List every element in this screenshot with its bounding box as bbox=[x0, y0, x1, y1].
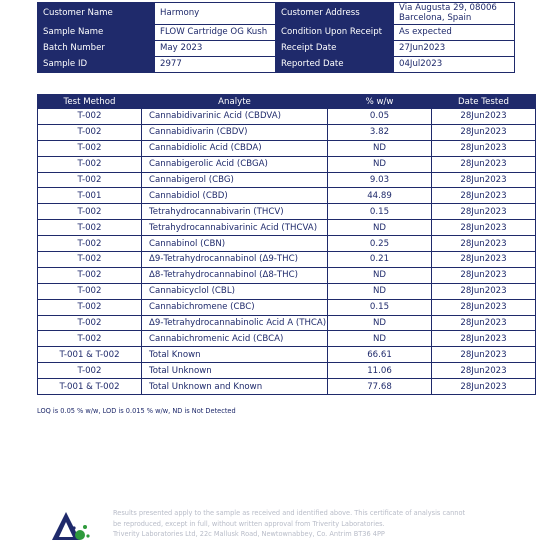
date-tested-cell: 28Jun2023 bbox=[432, 109, 536, 125]
table-row bbox=[38, 172, 536, 188]
percent-ww-cell: 0.15 bbox=[328, 204, 432, 220]
analyte-cell: Cannabidivarinic Acid (CBDVA) bbox=[142, 109, 328, 125]
test-method-cell: T-001 & T-002 bbox=[38, 379, 142, 395]
date-tested-cell: 28Jun2023 bbox=[432, 252, 536, 268]
date-tested-cell: 28Jun2023 bbox=[432, 363, 536, 379]
date-tested-cell: 28Jun2023 bbox=[432, 299, 536, 315]
percent-ww-cell: ND bbox=[328, 267, 432, 283]
header-test-method: Test Method bbox=[38, 95, 142, 109]
condition-value: As expected bbox=[394, 25, 515, 41]
test-method-cell: T-001 bbox=[38, 188, 142, 204]
percent-ww-cell: 77.68 bbox=[328, 379, 432, 395]
batch-number-label: Batch Number bbox=[38, 41, 155, 57]
results-body bbox=[38, 109, 536, 395]
date-tested-cell: 28Jun2023 bbox=[432, 204, 536, 220]
test-method-cell: T-002 bbox=[38, 156, 142, 172]
sample-name-label: Sample Name bbox=[38, 25, 155, 41]
date-tested-cell: 28Jun2023 bbox=[432, 236, 536, 252]
triverity-logo bbox=[50, 510, 100, 540]
analyte-cell: Cannabigerolic Acid (CBGA) bbox=[142, 156, 328, 172]
sample-info-table bbox=[37, 2, 515, 73]
receipt-date-label: Receipt Date bbox=[276, 41, 394, 57]
test-method-cell: T-002 bbox=[38, 267, 142, 283]
sample-id-value: 2977 bbox=[155, 57, 276, 73]
header-date-tested: Date Tested bbox=[432, 95, 536, 109]
date-tested-cell: 28Jun2023 bbox=[432, 140, 536, 156]
analyte-cell: Δ9-Tetrahydrocannabinolic Acid A (THCA) bbox=[142, 315, 328, 331]
header-percent-ww: % w/w bbox=[328, 95, 432, 109]
table-row bbox=[38, 283, 536, 299]
info-row-sample-id bbox=[38, 57, 515, 73]
sample-id-label: Sample ID bbox=[38, 57, 155, 73]
analyte-cell: Cannabichromene (CBC) bbox=[142, 299, 328, 315]
condition-label: Condition Upon Receipt bbox=[276, 25, 394, 41]
table-row bbox=[38, 347, 536, 363]
percent-ww-cell: 44.89 bbox=[328, 188, 432, 204]
table-row bbox=[38, 363, 536, 379]
table-row bbox=[38, 204, 536, 220]
receipt-date-value: 27Jun2023 bbox=[394, 41, 515, 57]
percent-ww-cell: ND bbox=[328, 220, 432, 236]
results-header-row bbox=[38, 95, 536, 109]
table-row bbox=[38, 379, 536, 395]
analyte-cell: Total Known bbox=[142, 347, 328, 363]
table-row bbox=[38, 267, 536, 283]
footer-line-2: be reproduced, except in full, without written approval from Triverity Laboratories. bbox=[113, 519, 385, 528]
test-method-cell: T-002 bbox=[38, 363, 142, 379]
test-method-cell: T-002 bbox=[38, 252, 142, 268]
percent-ww-cell: 0.21 bbox=[328, 252, 432, 268]
date-tested-cell: 28Jun2023 bbox=[432, 188, 536, 204]
analyte-cell: Cannabichromenic Acid (CBCA) bbox=[142, 331, 328, 347]
percent-ww-cell: 0.15 bbox=[328, 299, 432, 315]
test-method-cell: T-002 bbox=[38, 236, 142, 252]
test-method-cell: T-002 bbox=[38, 172, 142, 188]
test-method-cell: T-002 bbox=[38, 220, 142, 236]
header-analyte: Analyte bbox=[142, 95, 328, 109]
info-row-sample-name bbox=[38, 25, 515, 41]
analyte-cell: Tetrahydrocannabivarinic Acid (THCVA) bbox=[142, 220, 328, 236]
test-method-cell: T-002 bbox=[38, 140, 142, 156]
table-row bbox=[38, 156, 536, 172]
analyte-cell: Total Unknown and Known bbox=[142, 379, 328, 395]
analyte-cell: Cannabinol (CBN) bbox=[142, 236, 328, 252]
table-row bbox=[38, 188, 536, 204]
analyte-cell: Cannabidivarin (CBDV) bbox=[142, 124, 328, 140]
date-tested-cell: 28Jun2023 bbox=[432, 283, 536, 299]
customer-name-value: Harmony bbox=[155, 3, 276, 25]
test-method-cell: T-002 bbox=[38, 109, 142, 125]
customer-address-line2: Barcelona, Spain bbox=[399, 12, 472, 23]
table-row bbox=[38, 331, 536, 347]
reported-date-label: Reported Date bbox=[276, 57, 394, 73]
analyte-cell: Cannabidiolic Acid (CBDA) bbox=[142, 140, 328, 156]
percent-ww-cell: ND bbox=[328, 315, 432, 331]
percent-ww-cell: 0.05 bbox=[328, 109, 432, 125]
footer-disclaimer bbox=[113, 508, 513, 540]
table-row bbox=[38, 140, 536, 156]
customer-address-label: Customer Address bbox=[276, 3, 394, 25]
date-tested-cell: 28Jun2023 bbox=[432, 156, 536, 172]
percent-ww-cell: 3.82 bbox=[328, 124, 432, 140]
customer-name-label: Customer Name bbox=[38, 3, 155, 25]
table-row bbox=[38, 109, 536, 125]
test-method-cell: T-001 & T-002 bbox=[38, 347, 142, 363]
date-tested-cell: 28Jun2023 bbox=[432, 331, 536, 347]
analyte-cell: Tetrahydrocannabivarin (THCV) bbox=[142, 204, 328, 220]
analyte-cell: Cannabigerol (CBG) bbox=[142, 172, 328, 188]
analyte-cell: Δ9-Tetrahydrocannabinol (Δ9-THC) bbox=[142, 252, 328, 268]
percent-ww-cell: 0.25 bbox=[328, 236, 432, 252]
analyte-cell: Cannabidiol (CBD) bbox=[142, 188, 328, 204]
test-method-cell: T-002 bbox=[38, 204, 142, 220]
date-tested-cell: 28Jun2023 bbox=[432, 315, 536, 331]
analyte-cell: Total Unknown bbox=[142, 363, 328, 379]
percent-ww-cell: 11.06 bbox=[328, 363, 432, 379]
analyte-cell: Δ8-Tetrahydrocannabinol (Δ8-THC) bbox=[142, 267, 328, 283]
percent-ww-cell: 66.61 bbox=[328, 347, 432, 363]
test-method-cell: T-002 bbox=[38, 283, 142, 299]
test-method-cell: T-002 bbox=[38, 299, 142, 315]
test-method-cell: T-002 bbox=[38, 124, 142, 140]
table-row bbox=[38, 299, 536, 315]
table-row bbox=[38, 252, 536, 268]
test-method-cell: T-002 bbox=[38, 315, 142, 331]
date-tested-cell: 28Jun2023 bbox=[432, 267, 536, 283]
analyte-cell: Cannabicyclol (CBL) bbox=[142, 283, 328, 299]
percent-ww-cell: 9.03 bbox=[328, 172, 432, 188]
date-tested-cell: 28Jun2023 bbox=[432, 220, 536, 236]
cannabinoid-results-table bbox=[37, 94, 536, 395]
customer-address-line1: Via Augusta 29, 08006 bbox=[399, 3, 497, 13]
date-tested-cell: 28Jun2023 bbox=[432, 124, 536, 140]
info-row-customer bbox=[38, 3, 515, 25]
percent-ww-cell: ND bbox=[328, 156, 432, 172]
percent-ww-cell: ND bbox=[328, 140, 432, 156]
table-row bbox=[38, 315, 536, 331]
date-tested-cell: 28Jun2023 bbox=[432, 347, 536, 363]
footer-line-1: Results presented apply to the sample as received and identified above. This certificate of analysis cannot bbox=[113, 509, 466, 517]
footer-line-3: Triverity Laboratories Ltd, 22c Mallusk Road, Newtownabbey, Co. Antrim BT36 4PP bbox=[113, 530, 385, 538]
sample-name-value: FLOW Cartridge OG Kush bbox=[155, 25, 276, 41]
table-row bbox=[38, 220, 536, 236]
test-method-cell: T-002 bbox=[38, 331, 142, 347]
date-tested-cell: 28Jun2023 bbox=[432, 379, 536, 395]
reported-date-value: 04Jul2023 bbox=[394, 57, 515, 73]
date-tested-cell: 28Jun2023 bbox=[432, 172, 536, 188]
batch-number-value: May 2023 bbox=[155, 41, 276, 57]
detection-limits-note: LOQ is 0.05 % w/w, LOD is 0.015 % w/w, ND is Not Detected bbox=[37, 407, 236, 415]
table-row bbox=[38, 124, 536, 140]
percent-ww-cell: ND bbox=[328, 283, 432, 299]
customer-address-value bbox=[394, 3, 515, 25]
percent-ww-cell: ND bbox=[328, 331, 432, 347]
table-row bbox=[38, 236, 536, 252]
info-row-batch bbox=[38, 41, 515, 57]
